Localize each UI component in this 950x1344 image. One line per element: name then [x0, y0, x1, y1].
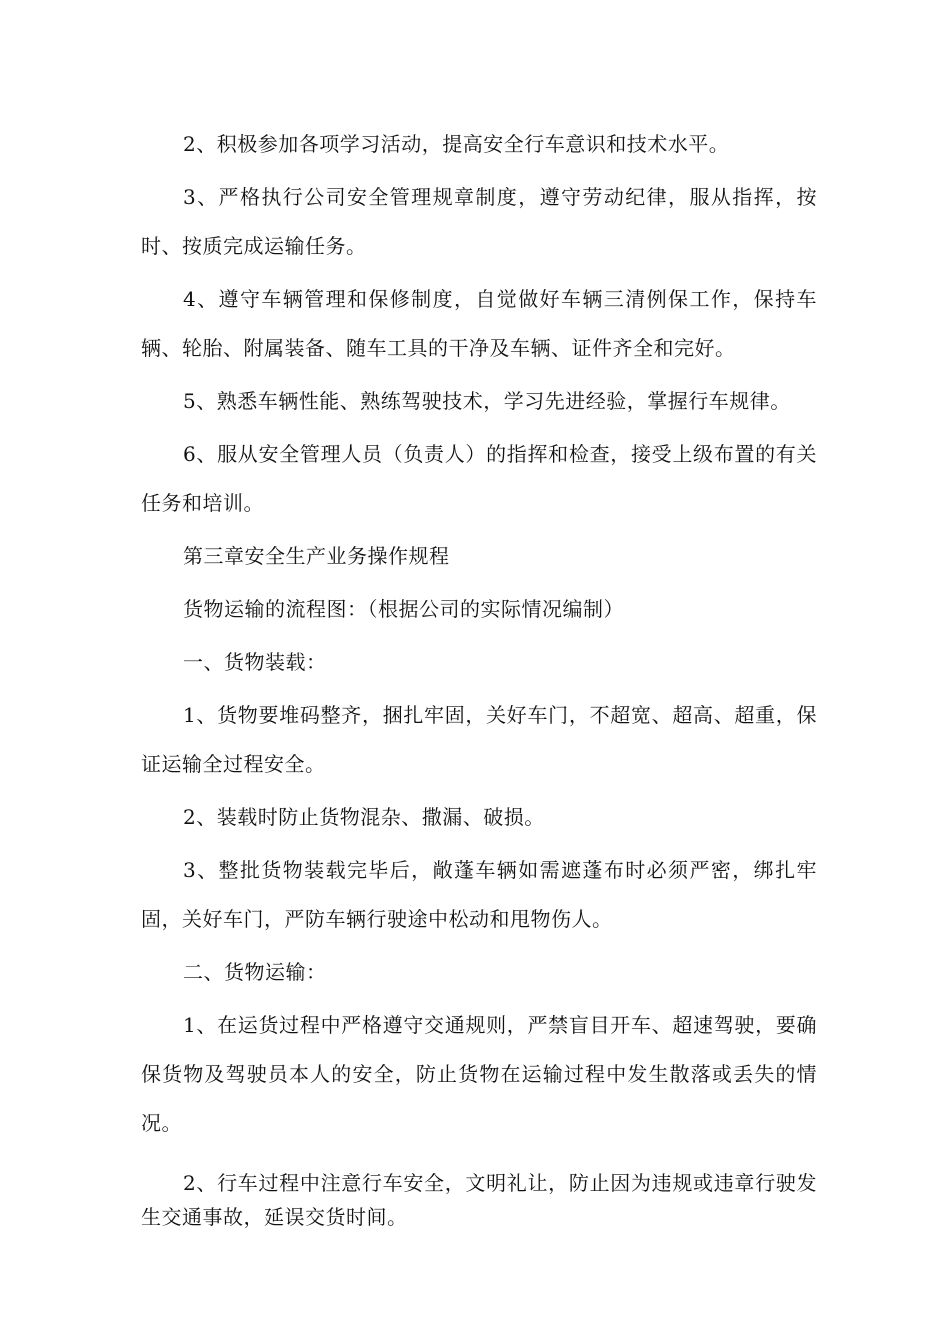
paragraph-rule-4: 4、遵守车辆管理和保修制度，自觉做好车辆三清例保工作，保持车辆、轮胎、附属装备、随车工具的干净及车辆、证件齐全和完好。 [141, 287, 817, 360]
paragraph-transport-2: 2、行车过程中注意行车安全，文明礼让，防止因为违规或违章行驶发生交通事故，延误交货时间。 [141, 1171, 817, 1229]
chapter-heading: 第三章安全生产业务操作规程 [183, 544, 450, 568]
paragraph-rule-2: 2、积极参加各项学习活动，提高安全行车意识和技术水平。 [183, 132, 730, 156]
paragraph-transport-1: 1、在运货过程中严格遵守交通规则，严禁盲目开车、超速驾驶，要确保货物及驾驶员本人的安全，防止货物在运输过程中发生散落或丢失的情况。 [141, 1013, 817, 1135]
document-body [141, 120, 817, 1234]
paragraph-rule-5: 5、熟悉车辆性能、熟练驾驶技术，学习先进经验，掌握行车规律。 [183, 389, 791, 413]
paragraph-rule-6: 6、服从安全管理人员（负责人）的指挥和检查，接受上级布置的有关任务和培训。 [141, 442, 817, 515]
paragraph-loading-2: 2、装载时防止货物混杂、撒漏、破损。 [183, 805, 545, 829]
paragraph-loading-1: 1、货物要堆码整齐，捆扎牢固，关好车门，不超宽、超高、超重，保证运输全过程安全。 [141, 703, 817, 776]
paragraph-loading-3: 3、整批货物装载完毕后，敞蓬车辆如需遮蓬布时必须严密，绑扎牢固，关好车门，严防车辆行驶途中松动和甩物伤人。 [141, 858, 817, 931]
paragraph-rule-3: 3、严格执行公司安全管理规章制度，遵守劳动纪律，服从指挥，按时、按质完成运输任务。 [141, 185, 817, 258]
section-heading-transport: 二、货物运输： [183, 960, 327, 984]
flowchart-note: 货物运输的流程图：（根据公司的实际情况编制） [183, 597, 624, 621]
section-heading-loading: 一、货物装载： [183, 650, 327, 674]
